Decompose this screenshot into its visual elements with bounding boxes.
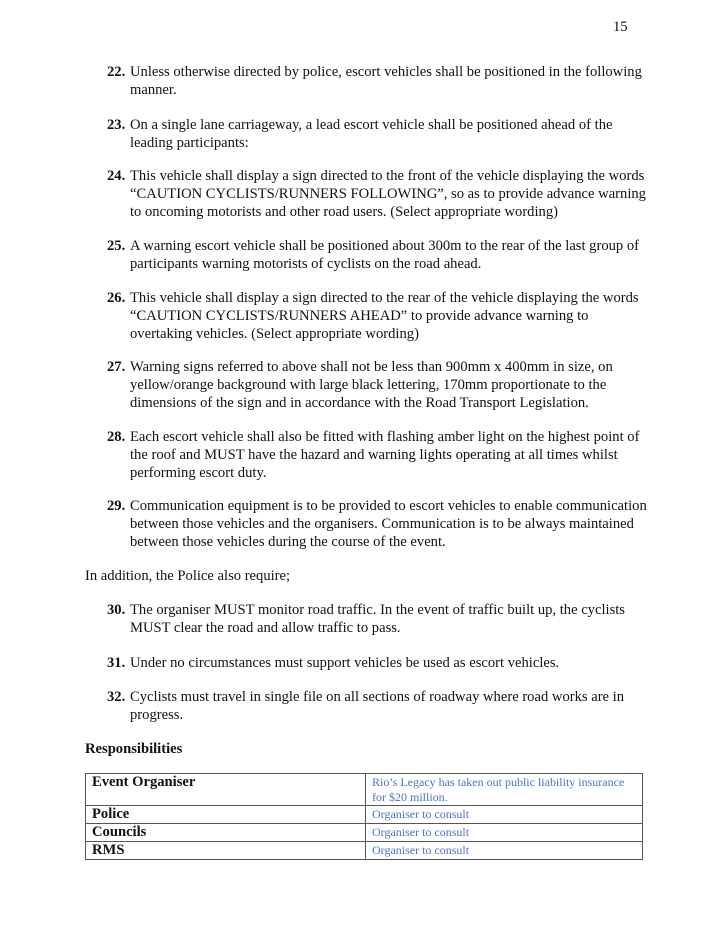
role-cell: Event Organiser	[86, 774, 366, 806]
item-text: Each escort vehicle shall also be fitted with flashing amber light on the highest point of the roof and MUST have the hazard and warning lights operating at all times whilst performing escort duty.	[130, 429, 640, 481]
list-item-22	[107, 63, 647, 99]
list-item-29	[107, 497, 647, 551]
list-item-25	[107, 237, 647, 273]
item-number: 25.	[107, 238, 126, 254]
list-item-24	[107, 167, 647, 221]
role-cell: RMS	[86, 842, 366, 860]
item-text: Communication equipment is to be provided to escort vehicles to enable communication between those vehicles and the organisers. Communication is to be always maintained between those vehicles during the course of the event.	[130, 498, 647, 550]
item-number: 31.	[107, 655, 126, 671]
item-number: 27.	[107, 359, 126, 375]
role-cell: Police	[86, 806, 366, 824]
note-cell: Organiser to consult	[366, 842, 643, 860]
item-number: 22.	[107, 64, 126, 80]
item-text: This vehicle shall display a sign directed to the rear of the vehicle displaying the words “CAUTION CYCLISTS/RUNNERS AHEAD” to provide advance warning to overtaking vehicles. (Select appropriate wording)	[130, 290, 639, 342]
responsibilities-table	[85, 773, 643, 860]
item-text: Under no circumstances must support vehicles be used as escort vehicles.	[130, 655, 560, 671]
police-intro: In addition, the Police also require;	[85, 568, 291, 584]
item-text: The organiser MUST monitor road traffic. In the event of traffic built up, the cyclists MUST clear the road and allow traffic to pass.	[130, 602, 625, 636]
page-number: 15	[613, 19, 628, 35]
item-text: This vehicle shall display a sign directed to the front of the vehicle displaying the words “CAUTION CYCLISTS/RUNNERS FOLLOWING”, so as to provide advance warning to oncoming motorists and other road users. (Select appropriate wording)	[130, 168, 646, 220]
list-item-27	[107, 358, 647, 412]
item-number: 26.	[107, 290, 126, 306]
note-cell: Rio’s Legacy has taken out public liability insurance for $20 million.	[366, 774, 643, 806]
item-text: A warning escort vehicle shall be positioned about 300m to the rear of the last group of participants warning motorists of cyclists on the road ahead.	[130, 238, 640, 272]
item-text: Unless otherwise directed by police, escort vehicles shall be positioned in the following manner.	[130, 64, 642, 98]
table-row	[86, 774, 643, 806]
responsibilities-heading: Responsibilities	[85, 741, 183, 757]
list-item-32	[107, 688, 647, 724]
item-text: On a single lane carriageway, a lead escort vehicle shall be positioned ahead of the leading participants:	[130, 117, 613, 151]
item-text: Cyclists must travel in single file on all sections of roadway where road works are in progress.	[130, 689, 625, 723]
note-cell: Organiser to consult	[366, 824, 643, 842]
item-number: 28.	[107, 429, 126, 445]
role-cell: Councils	[86, 824, 366, 842]
table-row	[86, 806, 643, 824]
table-row	[86, 824, 643, 842]
item-number: 29.	[107, 498, 126, 514]
list-item-23	[107, 116, 647, 152]
note-cell: Organiser to consult	[366, 806, 643, 824]
item-number: 24.	[107, 168, 126, 184]
list-item-30	[107, 601, 647, 637]
list-item-31	[107, 654, 647, 672]
item-number: 23.	[107, 117, 126, 133]
item-number: 30.	[107, 602, 126, 618]
list-item-26	[107, 289, 647, 343]
table-row	[86, 842, 643, 860]
item-number: 32.	[107, 689, 126, 705]
list-item-28	[107, 428, 647, 482]
item-text: Warning signs referred to above shall not be less than 900mm x 400mm in size, on yellow/orange background with large black lettering, 170mm proportionate to the dimensions of the sign and in accordance with the Road Transport Legislation.	[130, 359, 613, 411]
